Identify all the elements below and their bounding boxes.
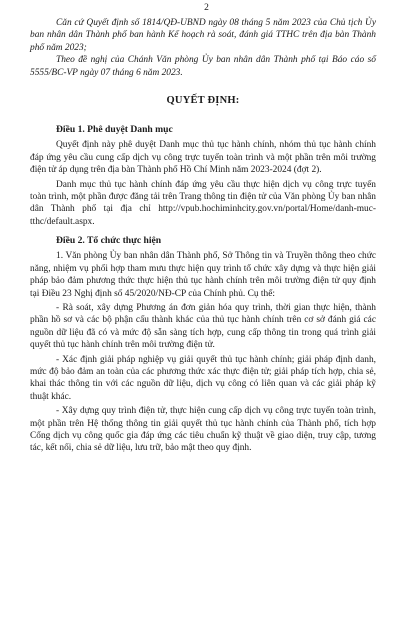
preamble-paragraph: Căn cứ Quyết định số 1814/QĐ-UBND ngày 08 tháng 5 năm 2023 của Chủ tịch Ủy ban nhân dân Thành phố ban hành Kế hoạch rà soát, đánh giá TTHC trên địa bàn Thành phố năm 2023;: [30, 18, 376, 53]
article-2-paragraph: 1. Văn phòng Ủy ban nhân dân Thành phố, Sở Thông tin và Truyền thông theo chức năng, nhiệm vụ phối hợp tham mưu thực hiện quy trình tổ chức xây dựng và thực hiện giải pháp bảo đảm phương thức thực hiện thủ tục hành chính trên môi trường điện tử quy định tại Điều 23 Nghị định số 45/2020/NĐ-CP của Chính phủ. Cụ thể:: [30, 251, 376, 299]
document-body: [30, 17, 376, 455]
article-1-paragraph: Danh mục thủ tục hành chính đáp ứng yêu cầu thực hiện dịch vụ công trực tuyến toàn trình, một phần được đăng tải trên Trang thông tin điện tử của Văn phòng Ủy ban nhân dân Thành phố tại địa chỉ http://vpub.hochiminhcity.gov.vn/portal/Home/danh-muc-tthc/default.aspx.: [30, 179, 376, 227]
article-2-paragraph: - Xây dựng quy trình điện tử, thực hiện cung cấp dịch vụ công trực tuyến toàn trình, một phần trên Hệ thống thông tin giải quyết thủ tục hành chính của Thành phố, tích hợp Cổng dịch vụ công quốc gia đáp ứng các tiêu chuẩn kỹ thuật về giao diện, truy cập, tương tác, kết nối, chia sẻ dữ liệu, lưu trữ, bảo mật theo quy định.: [30, 406, 376, 454]
preamble-paragraph: Theo đề nghị của Chánh Văn phòng Ủy ban nhân dân Thành phố tại Báo cáo số 5555/BC-VP ngày 07 tháng 6 năm 2023.: [30, 55, 376, 78]
article-2-paragraph: - Xác định giải pháp nghiệp vụ giải quyết thủ tục hành chính; giải pháp định danh, mức độ bảo đảm an toàn của các phương thức xác thực điện tử; giải pháp tích hợp, chia sẻ, khai thác thông tin với các nguồn dữ liệu, dịch vụ công có liên quan và các giải pháp kỹ thuật khác.: [30, 354, 376, 402]
article-1-heading: Điều 1. Phê duyệt Danh mục: [56, 124, 173, 136]
page-number: 2: [204, 3, 209, 13]
article-1-paragraph: Quyết định này phê duyệt Danh mục thủ tục hành chính, nhóm thủ tục hành chính đáp ứng yêu cầu cung cấp dịch vụ công trực tuyến toàn trình và một phần trên môi trường điện tử áp dụng trên địa bàn Thành phố Hồ Chí Minh năm 2023-2024 (đợt 2).: [30, 140, 376, 176]
article-2-paragraph: - Rà soát, xây dựng Phương án đơn giản hóa quy trình, thời gian thực hiện, thành phần hồ sơ và các bộ phận cấu thành khác của thủ tục hành chính trên cơ sở đánh giá các nguồn dữ liệu đã có và mức độ sẵn sàng tích hợp, cung cấp thông tin trong quá trình giải quyết thủ tục hành chính trên môi trường điện tử.: [30, 302, 376, 351]
article-2-heading: Điều 2. Tổ chức thực hiện: [56, 235, 162, 247]
decision-title: QUYẾT ĐỊNH:: [166, 95, 240, 107]
